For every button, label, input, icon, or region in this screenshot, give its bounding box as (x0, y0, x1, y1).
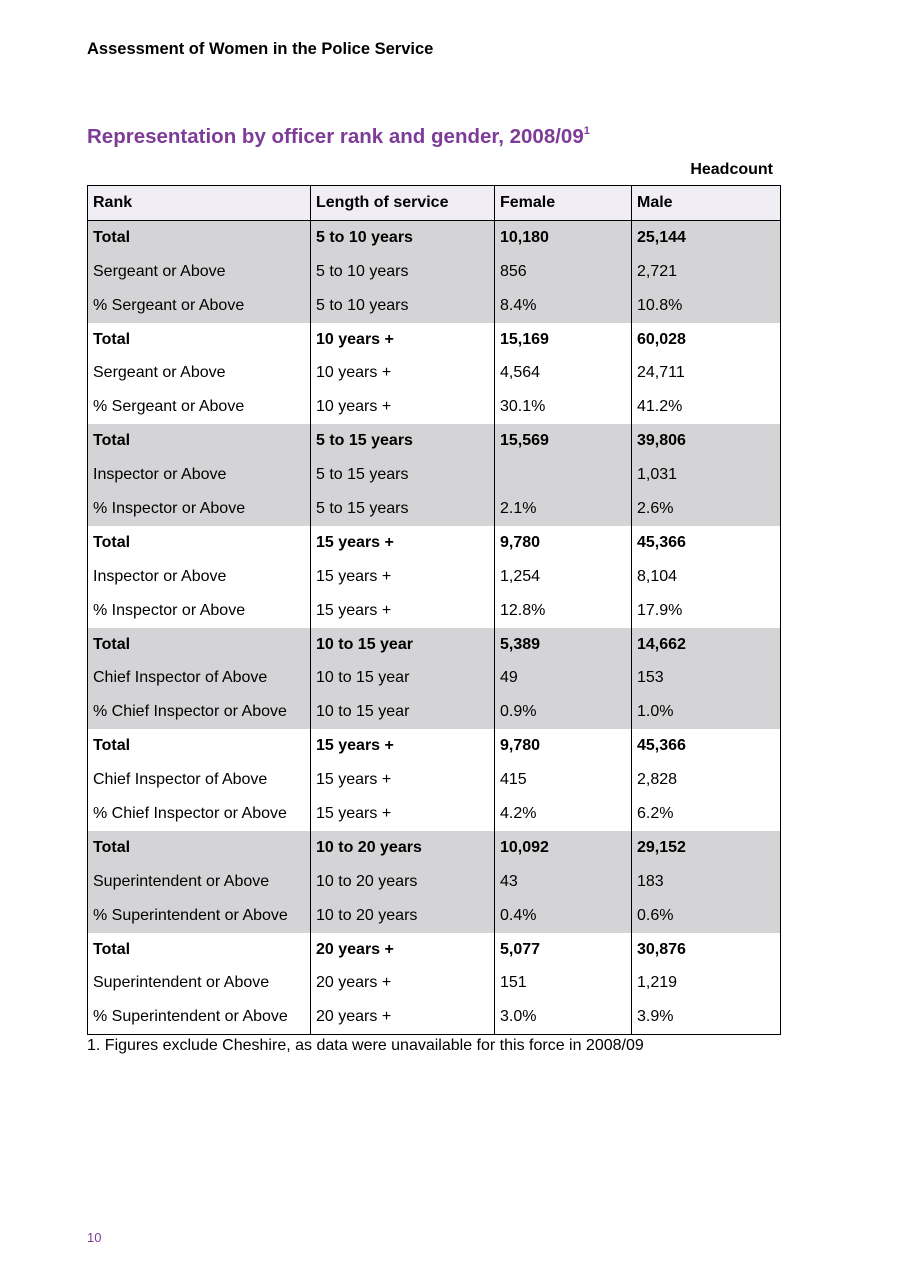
cell-rank: % Superintendent or Above (88, 1000, 311, 1034)
cell-rank: Total (88, 831, 311, 865)
cell-rank: Chief Inspector of Above (88, 661, 311, 695)
cell-rank: Total (88, 526, 311, 560)
cell-length-of-service: 15 years + (311, 763, 495, 797)
cell-female: 415 (495, 763, 632, 797)
table-row (88, 458, 781, 492)
cell-rank: Total (88, 729, 311, 763)
cell-rank: % Inspector or Above (88, 492, 311, 526)
table-row (88, 1000, 781, 1034)
table-row (88, 526, 781, 560)
cell-female: 8.4% (495, 289, 632, 323)
cell-rank: Inspector or Above (88, 560, 311, 594)
table-row (88, 289, 781, 323)
table-row (88, 661, 781, 695)
cell-rank: % Superintendent or Above (88, 899, 311, 933)
cell-female: 4,564 (495, 356, 632, 390)
cell-male: 2.6% (632, 492, 781, 526)
cell-rank: % Chief Inspector or Above (88, 695, 311, 729)
cell-male: 24,711 (632, 356, 781, 390)
cell-length-of-service: 15 years + (311, 797, 495, 831)
cell-male: 183 (632, 865, 781, 899)
table-row (88, 390, 781, 424)
cell-rank: % Chief Inspector or Above (88, 797, 311, 831)
cell-rank: Sergeant or Above (88, 255, 311, 289)
cell-rank: % Inspector or Above (88, 594, 311, 628)
cell-length-of-service: 10 to 20 years (311, 865, 495, 899)
cell-female: 43 (495, 865, 632, 899)
cell-male: 45,366 (632, 526, 781, 560)
title-footnote-ref: 1 (583, 125, 590, 137)
cell-female: 3.0% (495, 1000, 632, 1034)
cell-female: 0.4% (495, 899, 632, 933)
running-header: Assessment of Women in the Police Service (87, 40, 434, 58)
cell-female: 4.2% (495, 797, 632, 831)
table-row (88, 899, 781, 933)
cell-length-of-service: 5 to 15 years (311, 424, 495, 458)
cell-male: 2,721 (632, 255, 781, 289)
cell-female: 10,180 (495, 220, 632, 254)
table-row (88, 831, 781, 865)
cell-male: 10.8% (632, 289, 781, 323)
cell-length-of-service: 10 years + (311, 356, 495, 390)
cell-length-of-service: 5 to 15 years (311, 458, 495, 492)
cell-female: 151 (495, 966, 632, 1000)
column-header-male: Male (632, 186, 781, 221)
cell-female: 10,092 (495, 831, 632, 865)
cell-male: 6.2% (632, 797, 781, 831)
cell-male: 30,876 (632, 933, 781, 967)
cell-male: 39,806 (632, 424, 781, 458)
cell-male: 60,028 (632, 323, 781, 357)
cell-rank: Chief Inspector of Above (88, 763, 311, 797)
cell-female: 0.9% (495, 695, 632, 729)
cell-male: 14,662 (632, 628, 781, 662)
cell-female: 1,254 (495, 560, 632, 594)
cell-length-of-service: 20 years + (311, 1000, 495, 1034)
cell-length-of-service: 5 to 15 years (311, 492, 495, 526)
table-row (88, 763, 781, 797)
cell-female (495, 458, 632, 492)
table-footnote: 1. Figures exclude Cheshire, as data were unavailable for this force in 2008/09 (87, 1037, 644, 1054)
cell-female: 9,780 (495, 729, 632, 763)
cell-length-of-service: 10 to 15 year (311, 661, 495, 695)
table-row (88, 628, 781, 662)
cell-rank: Total (88, 424, 311, 458)
cell-female: 5,389 (495, 628, 632, 662)
column-header-female: Female (495, 186, 632, 221)
table-row (88, 966, 781, 1000)
cell-female: 856 (495, 255, 632, 289)
cell-female: 9,780 (495, 526, 632, 560)
cell-female: 15,169 (495, 323, 632, 357)
table-header (88, 186, 781, 221)
cell-length-of-service: 15 years + (311, 729, 495, 763)
table-row (88, 323, 781, 357)
column-header-length-of-service: Length of service (311, 186, 495, 221)
cell-female: 5,077 (495, 933, 632, 967)
table-row (88, 560, 781, 594)
cell-male: 17.9% (632, 594, 781, 628)
cell-male: 8,104 (632, 560, 781, 594)
cell-female: 15,569 (495, 424, 632, 458)
unit-label: Headcount (690, 161, 773, 178)
cell-rank: Inspector or Above (88, 458, 311, 492)
column-header-rank: Rank (88, 186, 311, 221)
header-row (88, 186, 781, 221)
cell-length-of-service: 10 to 20 years (311, 831, 495, 865)
cell-rank: Superintendent or Above (88, 865, 311, 899)
cell-length-of-service: 5 to 10 years (311, 220, 495, 254)
table-row (88, 424, 781, 458)
cell-length-of-service: 10 years + (311, 390, 495, 424)
cell-female: 49 (495, 661, 632, 695)
cell-male: 41.2% (632, 390, 781, 424)
cell-male: 1,219 (632, 966, 781, 1000)
cell-male: 153 (632, 661, 781, 695)
cell-male: 1,031 (632, 458, 781, 492)
cell-male: 29,152 (632, 831, 781, 865)
table-row (88, 797, 781, 831)
cell-length-of-service: 15 years + (311, 526, 495, 560)
cell-rank: % Sergeant or Above (88, 390, 311, 424)
cell-length-of-service: 15 years + (311, 594, 495, 628)
cell-length-of-service: 15 years + (311, 560, 495, 594)
cell-length-of-service: 10 to 15 year (311, 695, 495, 729)
representation-table (87, 185, 781, 1035)
cell-length-of-service: 20 years + (311, 966, 495, 1000)
cell-length-of-service: 10 years + (311, 323, 495, 357)
cell-length-of-service: 10 to 20 years (311, 899, 495, 933)
cell-male: 2,828 (632, 763, 781, 797)
cell-male: 3.9% (632, 1000, 781, 1034)
page-number: 10 (87, 1230, 102, 1245)
table-row (88, 594, 781, 628)
cell-male: 45,366 (632, 729, 781, 763)
cell-rank: Total (88, 933, 311, 967)
table-title-text: Representation by officer rank and gender, 2008/09 (87, 125, 584, 148)
table-row (88, 933, 781, 967)
cell-rank: Total (88, 220, 311, 254)
cell-male: 25,144 (632, 220, 781, 254)
table-row (88, 220, 781, 254)
table-row (88, 356, 781, 390)
cell-rank: Superintendent or Above (88, 966, 311, 1000)
table-row (88, 865, 781, 899)
table-row (88, 729, 781, 763)
cell-rank: Total (88, 323, 311, 357)
table-row (88, 492, 781, 526)
cell-male: 1.0% (632, 695, 781, 729)
cell-rank: % Sergeant or Above (88, 289, 311, 323)
cell-female: 2.1% (495, 492, 632, 526)
cell-male: 0.6% (632, 899, 781, 933)
cell-length-of-service: 20 years + (311, 933, 495, 967)
table-row (88, 695, 781, 729)
cell-length-of-service: 5 to 10 years (311, 255, 495, 289)
cell-female: 30.1% (495, 390, 632, 424)
table-title (87, 125, 590, 149)
cell-length-of-service: 10 to 15 year (311, 628, 495, 662)
table-body (88, 220, 781, 1034)
cell-length-of-service: 5 to 10 years (311, 289, 495, 323)
cell-female: 12.8% (495, 594, 632, 628)
cell-rank: Sergeant or Above (88, 356, 311, 390)
table-row (88, 255, 781, 289)
cell-rank: Total (88, 628, 311, 662)
